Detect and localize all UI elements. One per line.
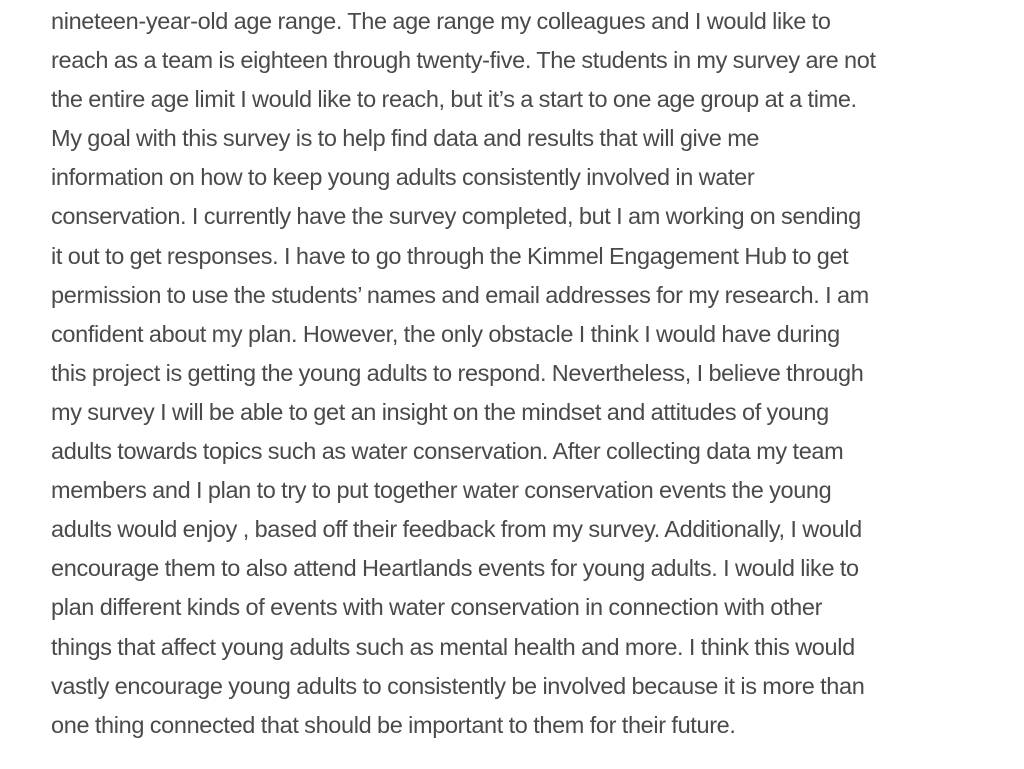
paragraph-line: confident about my plan. However, the only obstacle I think I would have during bbox=[51, 320, 840, 347]
paragraph-line: members and I plan to try to put together water conservation events the young bbox=[51, 477, 832, 504]
paragraph-line: plan different kinds of events with water conservation in connection with other bbox=[51, 594, 823, 621]
article-paragraph bbox=[51, 2, 991, 745]
paragraph-line: My goal with this survey is to help find data and results that will give me bbox=[51, 125, 760, 152]
paragraph-line: permission to use the students’ names and email addresses for my research. I am bbox=[51, 281, 869, 308]
paragraph-line: adults would enjoy , based off their feedback from my survey. Additionally, I would bbox=[51, 516, 862, 543]
article-body bbox=[51, 2, 991, 745]
paragraph-line: one thing connected that should be important to them for their future. bbox=[51, 711, 736, 738]
paragraph-line: information on how to keep young adults consistently involved in water bbox=[51, 164, 755, 191]
paragraph-line: conservation. I currently have the survey completed, but I am working on sending bbox=[51, 203, 861, 230]
paragraph-line: the entire age limit I would like to reach, but it’s a start to one age group at a time. bbox=[51, 86, 857, 113]
paragraph-line: vastly encourage young adults to consistently be involved because it is more than bbox=[51, 672, 865, 699]
paragraph-line: things that affect young adults such as mental health and more. I think this would bbox=[51, 633, 855, 660]
paragraph-line: nineteen-year-old age range. The age range my colleagues and I would like to bbox=[51, 8, 831, 34]
paragraph-line: it out to get responses. I have to go through the Kimmel Engagement Hub to get bbox=[51, 242, 849, 269]
paragraph-line: adults towards topics such as water conservation. After collecting data my team bbox=[51, 438, 844, 465]
paragraph-line: reach as a team is eighteen through twenty-five. The students in my survey are not bbox=[51, 47, 876, 74]
paragraph-line: my survey I will be able to get an insight on the mindset and attitudes of young bbox=[51, 398, 829, 425]
paragraph-line: this project is getting the young adults to respond. Nevertheless, I believe through bbox=[51, 359, 864, 386]
paragraph-line: encourage them to also attend Heartlands events for young adults. I would like to bbox=[51, 555, 859, 582]
